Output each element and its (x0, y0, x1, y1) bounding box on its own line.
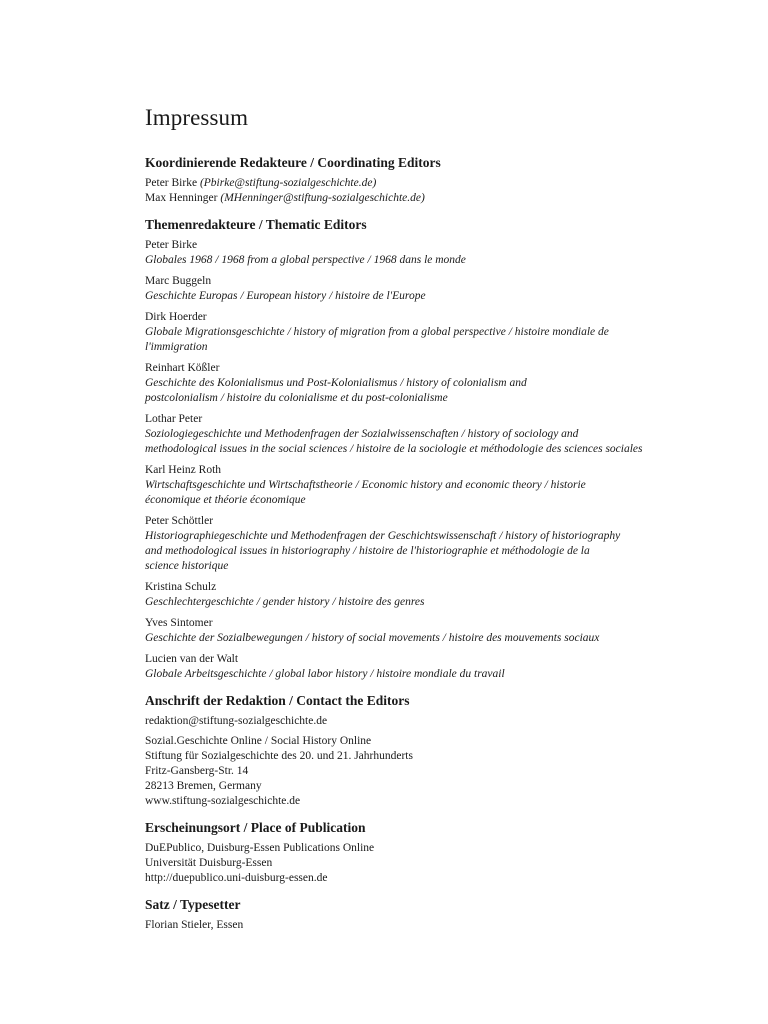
section-heading: Themenredakteure / Thematic Editors (145, 217, 367, 232)
contact-email-link[interactable]: redaktion@stiftung-sozialgeschichte.de (145, 715, 328, 727)
coordinating-editors-section (145, 155, 675, 206)
thematic-editor (145, 580, 675, 610)
editor-topic: Geschichte Europas / European history / histoire de l'Europe (145, 290, 426, 302)
editor-topic: Geschichte des Kolonialismus und Post-Kolonialismus / history of colonialism and (145, 377, 527, 389)
typesetter-line: Florian Stieler, Essen (145, 919, 244, 931)
editor-name: Marc Buggeln (145, 275, 212, 287)
editor-topic: science historique (145, 560, 229, 572)
thematic-editors-section (145, 217, 675, 682)
address-line: 28213 Bremen, Germany (145, 780, 262, 792)
coordinating-editor (145, 191, 675, 206)
contact-address-block (145, 734, 675, 809)
editor-email: (Pbirke@stiftung-sozialgeschichte.de) (199, 177, 377, 189)
editor-topic: économique et théorie économique (145, 494, 306, 506)
website-link[interactable]: www.stiftung-sozialgeschichte.de (145, 795, 301, 807)
thematic-editor (145, 652, 675, 682)
editor-topic: Globale Migrationsgeschichte / history of migration from a global perspective / histoire mondiale de (145, 326, 609, 338)
editor-name: Kristina Schulz (145, 581, 217, 593)
editor-topic: Globales 1968 / 1968 from a global perspective / 1968 dans le monde (145, 254, 466, 266)
thematic-editor (145, 274, 675, 304)
editor-name: Reinhart Kößler (145, 362, 220, 374)
editor-email: (MHenninger@stiftung-sozialgeschichte.de) (220, 192, 425, 204)
editor-name: Peter Schöttler (145, 515, 214, 527)
thematic-editor (145, 616, 675, 646)
editor-name: Yves Sintomer (145, 617, 213, 629)
thematic-editor (145, 310, 675, 355)
thematic-editors-list (145, 238, 675, 682)
impressum-content (145, 103, 675, 944)
thematic-editor (145, 238, 675, 268)
editor-topic: methodological issues in the social sciences / histoire de la sociologie et méthodologie des sciences sociales (145, 443, 643, 455)
editor-topic: Soziologiegeschichte und Methodenfragen der Sozialwissenschaften / history of sociology and (145, 428, 579, 440)
editor-name: Dirk Hoerder (145, 311, 207, 323)
editor-topic: Geschlechtergeschichte / gender history / histoire des genres (145, 596, 425, 608)
section-heading: Erscheinungsort / Place of Publication (145, 820, 366, 835)
address-line: Sozial.Geschichte Online / Social History Online (145, 735, 372, 747)
publication-section (145, 820, 675, 886)
section-heading: Koordinierende Redakteure / Coordinating Editors (145, 155, 441, 170)
editor-name: Max Henninger (145, 192, 218, 204)
contact-email-block (145, 714, 675, 729)
thematic-editor (145, 412, 675, 457)
publication-line: DuEPublico, Duisburg-Essen Publications Online (145, 842, 375, 854)
address-line: Fritz-Gansberg-Str. 14 (145, 765, 249, 777)
editor-topic: Wirtschaftsgeschichte und Wirtschaftstheorie / Economic history and economic theory / historie (145, 479, 586, 491)
publication-line: Universität Duisburg-Essen (145, 857, 273, 869)
section-heading: Anschrift der Redaktion / Contact the Editors (145, 693, 410, 708)
editor-name: Peter Birke (145, 239, 198, 251)
editor-name: Lucien van der Walt (145, 653, 239, 665)
coordinating-editor (145, 176, 675, 191)
editor-name: Peter Birke (145, 177, 198, 189)
thematic-editor (145, 361, 675, 406)
section-heading: Satz / Typesetter (145, 897, 241, 912)
typesetter-section (145, 897, 675, 933)
editor-topic: l'immigration (145, 341, 208, 353)
editor-topic: and methodological issues in historiography / histoire de l'historiographie et méthodologie de la (145, 545, 590, 557)
editor-name: Karl Heinz Roth (145, 464, 222, 476)
thematic-editor (145, 463, 675, 508)
publication-url-link[interactable]: http://duepublico.uni-duisburg-essen.de (145, 872, 328, 884)
editor-topic: postcolonialism / histoire du colonialisme et du post-colonialisme (145, 392, 448, 404)
thematic-editor (145, 514, 675, 574)
address-line: Stiftung für Sozialgeschichte des 20. und 21. Jahrhunderts (145, 750, 413, 762)
page-title: Impressum (145, 105, 249, 130)
editor-topic: Geschichte der Sozialbewegungen / history of social movements / histoire des mouvements sociaux (145, 632, 600, 644)
editor-name: Lothar Peter (145, 413, 203, 425)
contact-section (145, 693, 675, 809)
editor-topic: Historiographiegeschichte und Methodenfragen der Geschichtswissenschaft / history of historiography (145, 530, 621, 542)
editor-topic: Globale Arbeitsgeschichte / global labor history / histoire mondiale du travail (145, 668, 505, 680)
